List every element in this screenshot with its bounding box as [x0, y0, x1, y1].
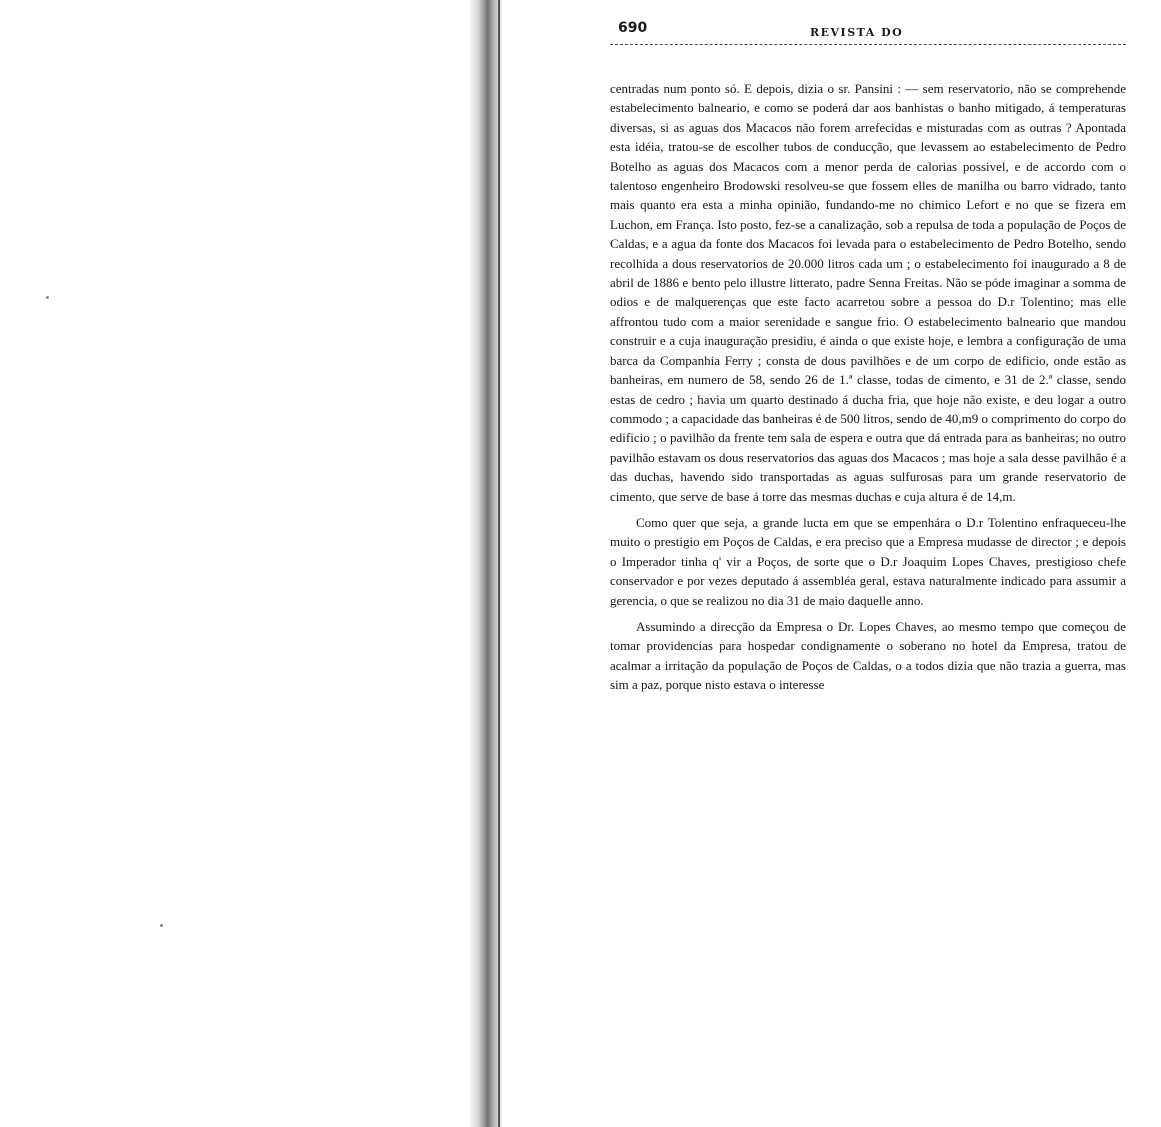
paragraph-2: Como quer que seja, a grande lucta em que se empenhára o D.r Tolentino enfraqueceu-lhe muito o prestigio em Poços de Caldas, e era preciso que a Empresa mudasse de director ; e depois o Imperador tinha q' vir a Poços, de sorte que o D.r Joaquim Lopes Chaves, prestigioso chefe conservador e por vezes deputado á assembléa geral, estava naturalmente indicado para assumir a gerencia, o que se realizou no dia 31 de maio daquelle anno. — [610, 514, 1126, 608]
paragraph-3: Assumindo a direcção da Empresa o Dr. Lopes Chaves, ao mesmo tempo que começou de tomar providencias para hospedar condignamente o soberano no hotel da Empresa, tratou de acalmar a irritação da população de Poços de Caldas, o a todos dizia que não trazia a guerra, mas sim a paz, porque nisto estava o interesse — [610, 618, 1126, 693]
journal-title: REVISTA DO — [810, 26, 904, 39]
running-head — [610, 14, 1126, 45]
gutter-shadow-line — [498, 0, 500, 1127]
paper-speck — [46, 296, 49, 299]
page-number: 690 — [618, 20, 648, 36]
right-page — [610, 14, 1126, 702]
blank-left-page — [0, 0, 470, 1127]
paper-speck — [160, 924, 163, 927]
paragraph-1: centradas num ponto só. E depois, dizia o sr. Pansini : — sem reservatorio, não se comprehende estabelecimento balneario, e como se poderá dar aos banhistas o banho mitigado, á temperaturas diversas, si as aguas dos Macacos não forem arrefecidas e misturadas com as outras ? Apontada esta idéia, tratou-se de escolher tubos de conducção, que levassem ao estabelecimento de Pedro Botelho as aguas dos Macacos com a menor perda de calorias possivel, e de accordo com o talentoso engenheiro Brodowski resolveu-se que fossem elles de manilha ou barro vidrado, tanto mais quanto era esta a minha opinião, fundando-me no chimico Lefort e no que se fizera em Luchon, em França. Isto posto, fez-se a canalização, sob a repulsa de toda a população de Poços de Caldas, e a agua da fonte dos Macacos foi levada para o estabelecimento de Pedro Botelho, sendo recolhida a dous reservatorios de 20.000 litros cada um ; o estabelecimento foi inaugurado a 8 de abril de 1886 e bento pelo illustre litterato, padre Senna Freitas. Não se póde imaginar a somma de odios e de malquerenças que este facto acarretou sobre a pessoa do D.r Tolentino; mas elle affrontou tudo com a maior serenidade e sangue frio. O estabelecimento balneario que mandou construir e a cuja inauguração presidiu, é ainda o que existe hoje, e lembra a configuração de uma barca da Companhia Ferry ; consta de dous pavilhões e de um corpo de edificio, onde estão as banheiras, em numero de 58, sendo 26 de 1.ª classe, todas de cimento, e 31 de 2.ª classe, sendo estas de cedro ; havia um quarto destinado á ducha fria, que hoje não existe, e deu logar a outro commodo ; a capacidade das banheiras é de 500 litros, sendo de 40,m9 o comprimento do corpo do edificio ; o pavilhão da frente tem sala de espera e outra que dá entrada para as banheiras; no outro pavilhão estavam os dous reservatorios das aguas dos Macacos ; mas hoje a sala desse pavilhão é a das duchas, havendo sido transportadas as aguas sulfurosas para um grande reservatorio de cimento, que serve de base á torre das mesmas duchas e cuja altura é de 14,m. — [610, 81, 1126, 504]
body-text — [610, 79, 1126, 695]
